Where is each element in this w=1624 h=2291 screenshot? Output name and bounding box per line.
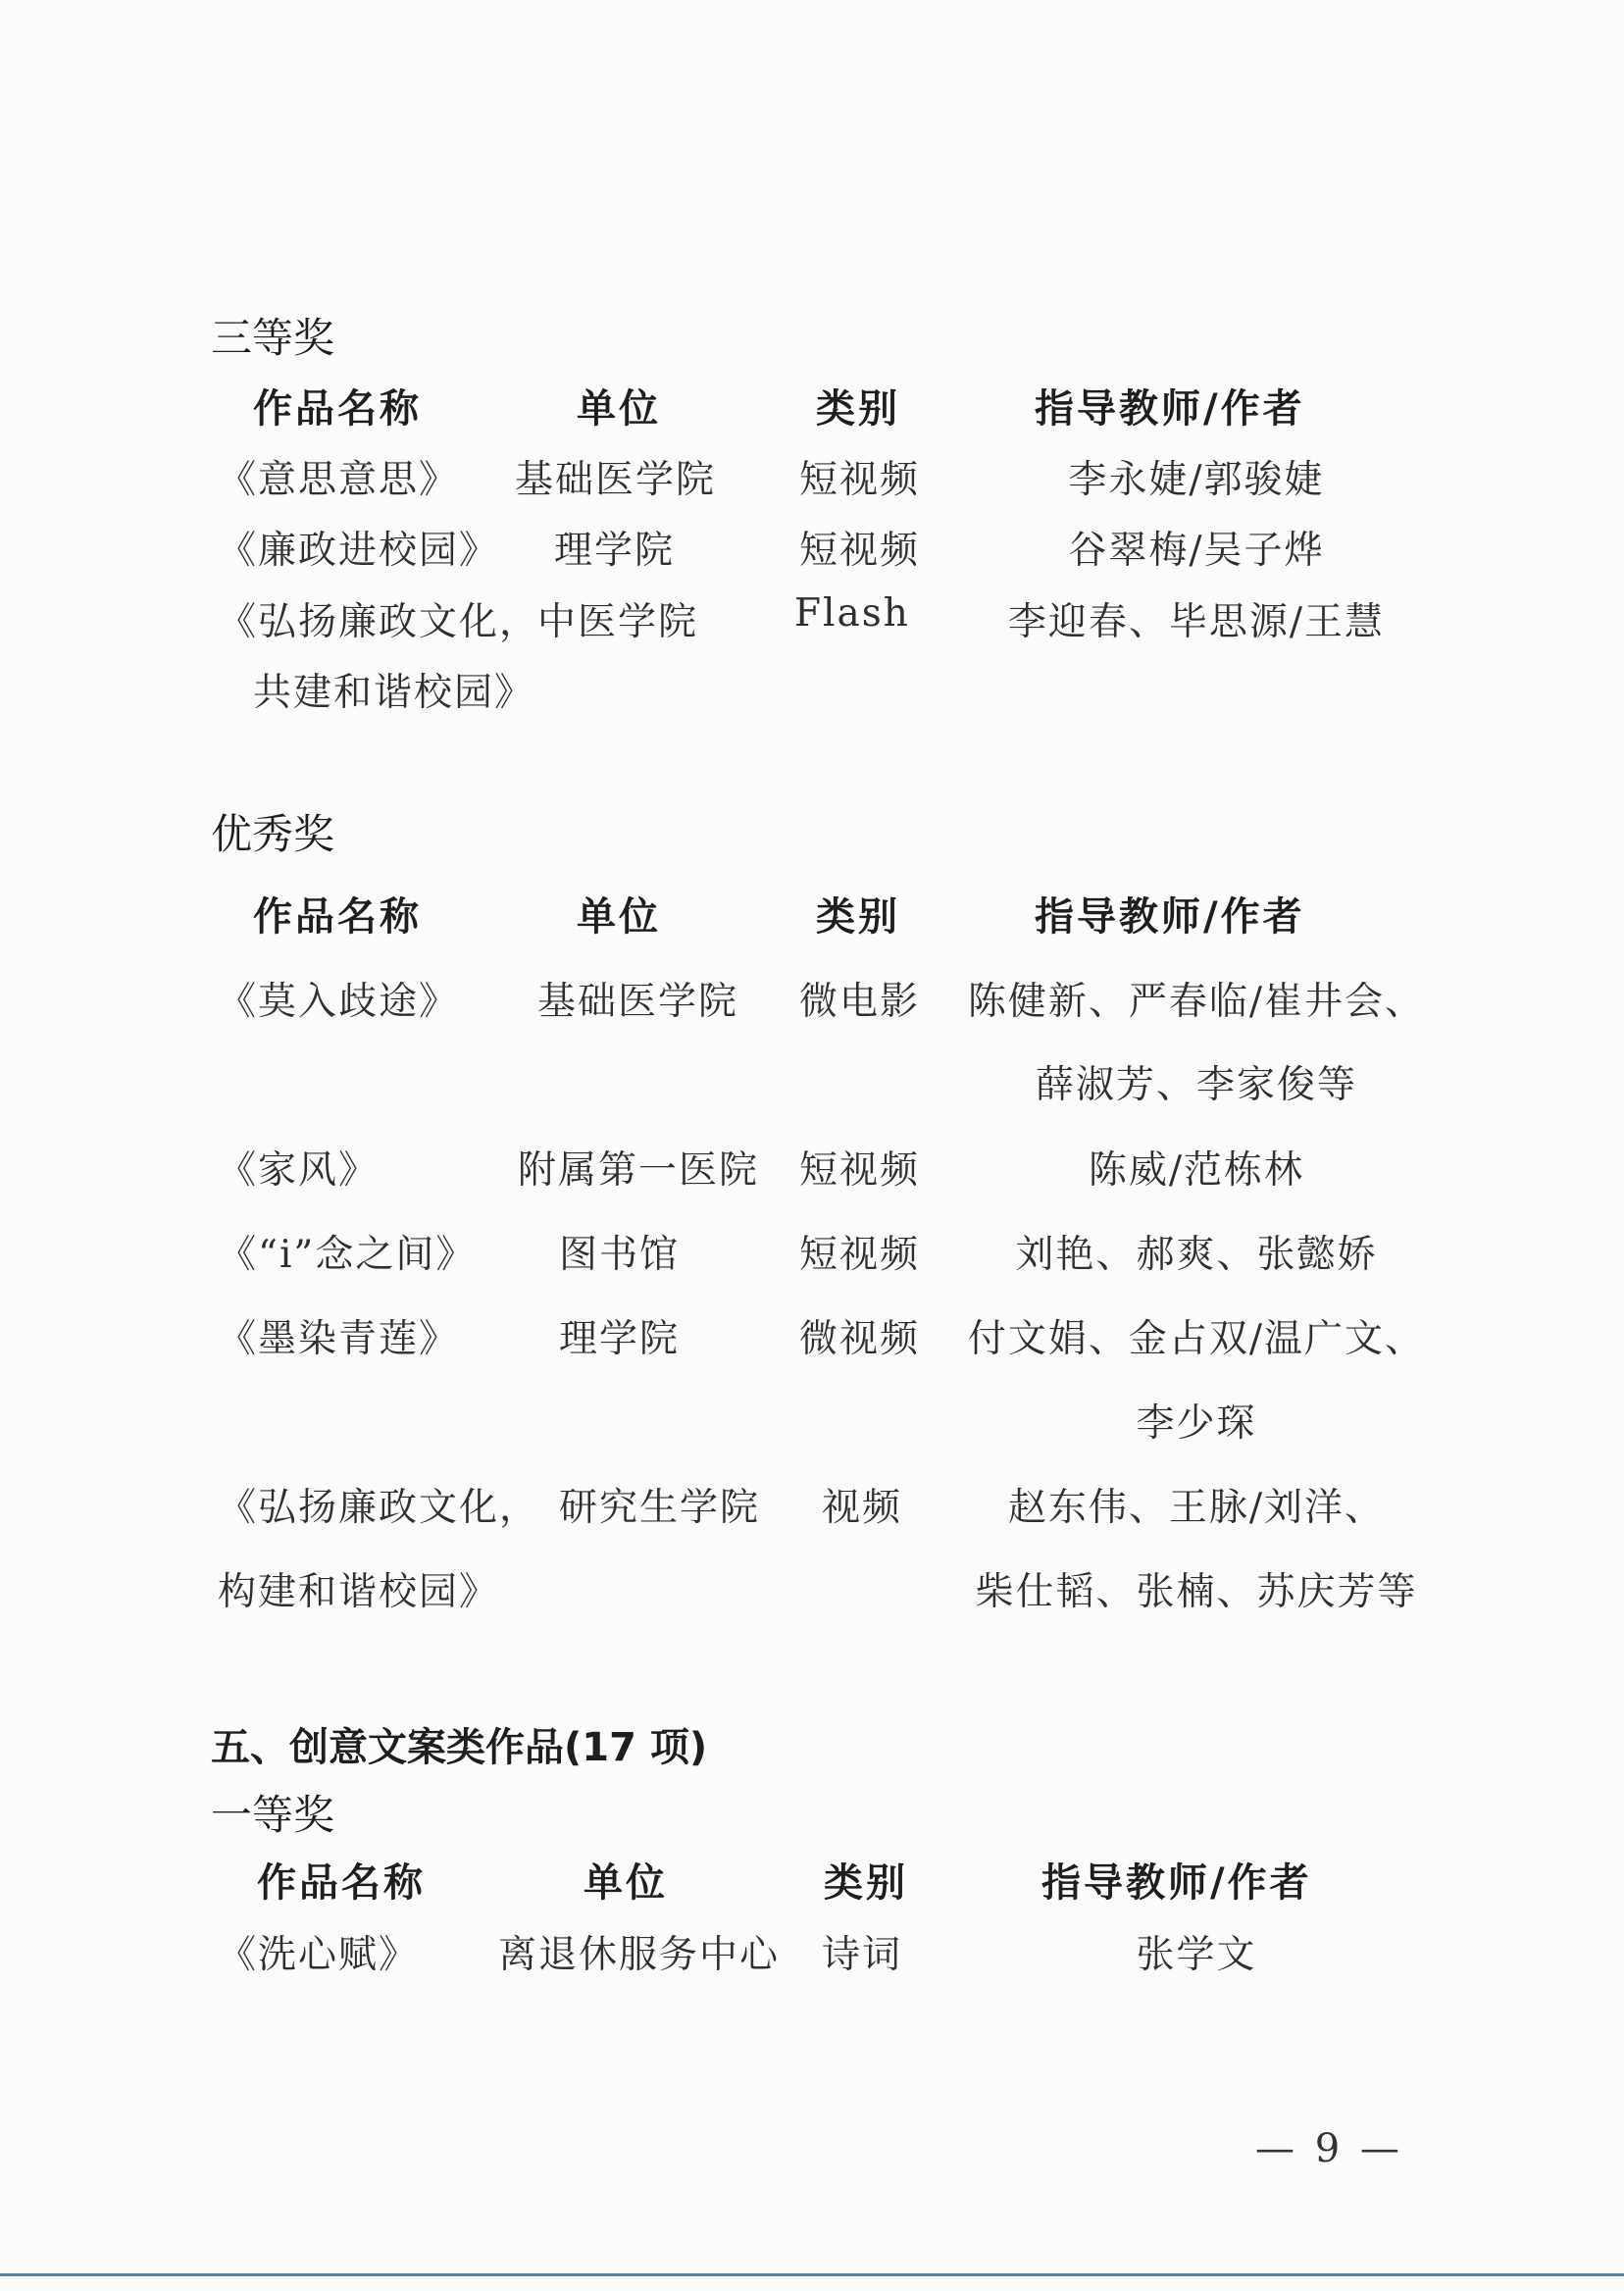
header-unit: 单位 bbox=[577, 894, 661, 940]
row-author: 赵东伟、王脉/刘洋、 bbox=[1007, 1486, 1386, 1530]
row-author: 李迎春、毕思源/王慧 bbox=[1007, 600, 1386, 644]
row-unit: 离退休服务中心 bbox=[498, 1933, 781, 1977]
row-title: 《“i”念之间》 bbox=[218, 1233, 477, 1277]
header-type: 类别 bbox=[816, 894, 900, 940]
header-unit: 单位 bbox=[577, 386, 661, 432]
row-author: 付文娟、金占双/温广文、 bbox=[967, 1317, 1426, 1361]
row-author: 陈威/范栋林 bbox=[1088, 1148, 1305, 1193]
row-unit: 理学院 bbox=[559, 1317, 681, 1361]
row-type: Flash bbox=[794, 591, 910, 636]
row-author: 李永婕/郭骏婕 bbox=[1068, 458, 1325, 502]
row-title: 《弘扬廉政文化， bbox=[218, 1486, 540, 1530]
header-unit: 单位 bbox=[584, 1860, 668, 1906]
bottom-rule bbox=[0, 2273, 1624, 2276]
row-type: 短视频 bbox=[799, 458, 921, 502]
row-title-continued: 共建和谐校园》 bbox=[253, 671, 535, 715]
row-author: 张学文 bbox=[1136, 1933, 1257, 1977]
row-type: 短视频 bbox=[799, 529, 921, 573]
header-author: 指导教师/作者 bbox=[1035, 386, 1305, 432]
row-title-continued: 构建和谐校园》 bbox=[218, 1570, 500, 1614]
row-unit: 基础医学院 bbox=[515, 458, 717, 502]
page-number: — 9 — bbox=[1255, 2126, 1403, 2171]
first-prize-heading: 一等奖 bbox=[211, 1791, 335, 1839]
header-author: 指导教师/作者 bbox=[1041, 1860, 1312, 1906]
row-title: 《廉政进校园》 bbox=[218, 529, 500, 573]
excellence-prize-heading: 优秀奖 bbox=[211, 810, 335, 858]
row-unit: 基础医学院 bbox=[537, 980, 739, 1024]
row-title: 《弘扬廉政文化， bbox=[218, 600, 540, 644]
row-author-continued: 柴仕韬、张楠、苏庆芳等 bbox=[975, 1570, 1418, 1614]
header-type: 类别 bbox=[816, 386, 900, 432]
header-title: 作品名称 bbox=[253, 894, 422, 940]
row-type: 微视频 bbox=[799, 1317, 921, 1361]
row-title: 《家风》 bbox=[218, 1148, 380, 1193]
row-unit: 研究生学院 bbox=[559, 1486, 761, 1530]
row-author-continued: 李少琛 bbox=[1136, 1401, 1257, 1446]
header-title: 作品名称 bbox=[253, 386, 422, 432]
row-unit: 附属第一医院 bbox=[518, 1148, 760, 1193]
section-five-heading: 五、创意文案类作品(17 项) bbox=[211, 1725, 708, 1770]
row-author: 陈健新、严春临/崔井会、 bbox=[967, 980, 1426, 1024]
row-unit: 中医学院 bbox=[537, 600, 699, 644]
row-title: 《洗心赋》 bbox=[218, 1933, 420, 1977]
row-type: 微电影 bbox=[799, 980, 921, 1024]
row-type: 视频 bbox=[822, 1486, 903, 1530]
row-author: 谷翠梅/吴子烨 bbox=[1068, 529, 1325, 573]
row-author: 刘艳、郝爽、张懿娇 bbox=[1015, 1233, 1378, 1277]
row-unit: 图书馆 bbox=[559, 1233, 681, 1277]
row-title: 《墨染青莲》 bbox=[218, 1317, 460, 1361]
row-author-continued: 薛淑芳、李家俊等 bbox=[1035, 1063, 1357, 1107]
row-unit: 理学院 bbox=[554, 529, 676, 573]
third-prize-heading: 三等奖 bbox=[211, 314, 335, 362]
row-type: 短视频 bbox=[799, 1233, 921, 1277]
header-title: 作品名称 bbox=[257, 1860, 426, 1906]
header-author: 指导教师/作者 bbox=[1035, 894, 1305, 940]
row-type: 短视频 bbox=[799, 1148, 921, 1193]
row-title: 《意思意思》 bbox=[218, 458, 460, 502]
row-type: 诗词 bbox=[822, 1933, 903, 1977]
row-title: 《莫入歧途》 bbox=[218, 980, 460, 1024]
header-type: 类别 bbox=[824, 1860, 908, 1906]
